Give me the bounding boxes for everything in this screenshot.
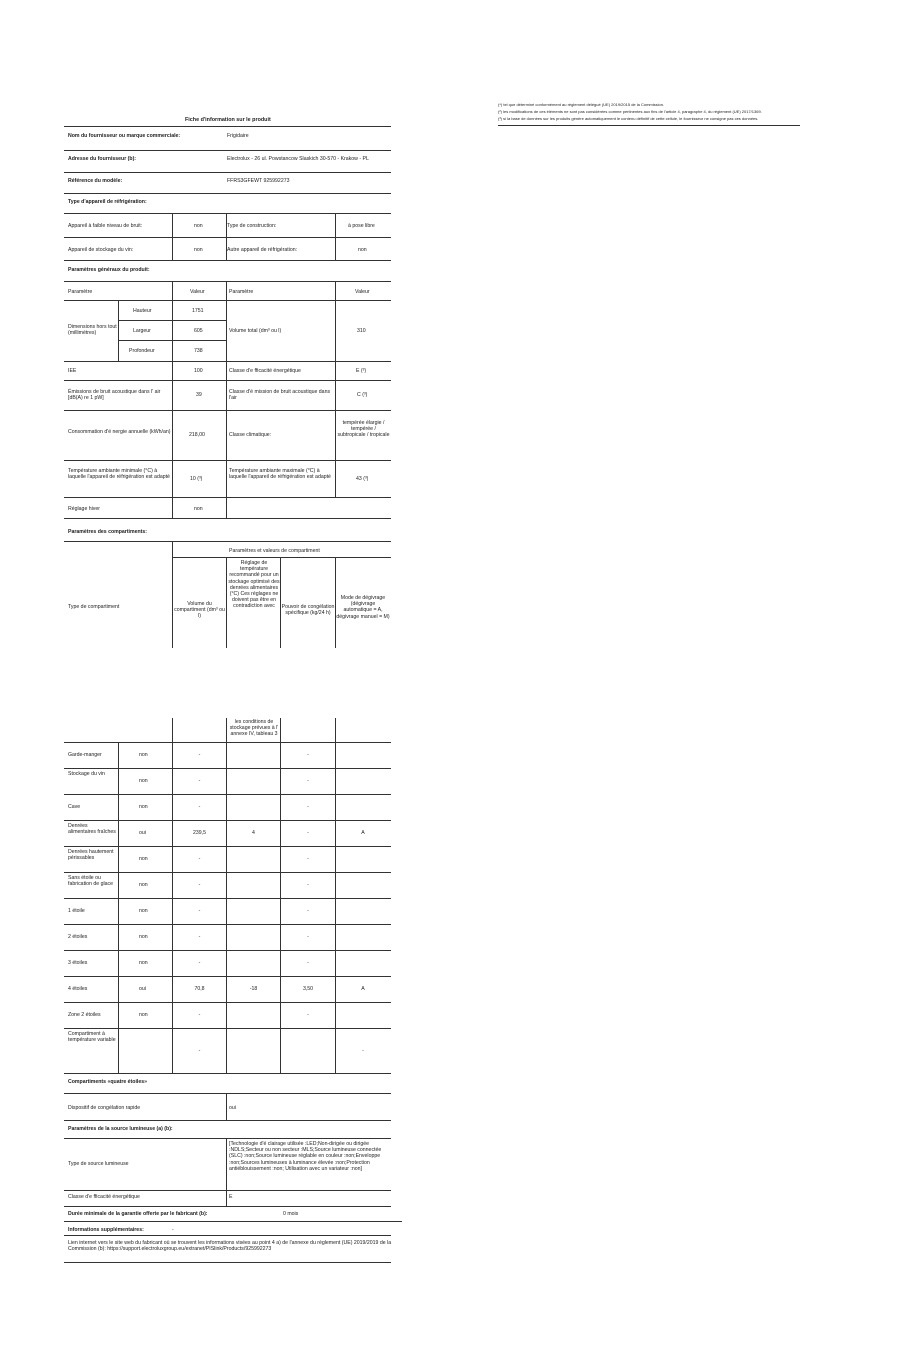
low-noise-label: Appareil à faible niveau de bruit: xyxy=(68,223,143,229)
light-heading: Paramètres de la source lumineuse (a) (b): xyxy=(68,1126,173,1132)
rule xyxy=(64,1221,402,1222)
noise-class-label: Classe d'é mission de bruit acoustique dans l'air xyxy=(229,389,331,402)
construction-value: à pose libre xyxy=(348,223,375,229)
rule xyxy=(64,213,391,214)
rule xyxy=(118,742,119,1073)
quick-freeze-label: Dispositif de congélation rapide xyxy=(68,1105,141,1111)
supplier-value: Frigidaire xyxy=(227,133,249,139)
width-label: Largeur xyxy=(133,328,151,334)
compartment-present: non xyxy=(139,960,148,966)
tmax-value: 43 (³) xyxy=(356,476,369,482)
rule xyxy=(64,1235,391,1236)
height-label: Hauteur xyxy=(133,308,152,314)
quick-freeze-value: oui xyxy=(229,1105,236,1111)
rule xyxy=(64,237,391,238)
general-header-value: Valeur xyxy=(190,289,205,295)
compartment-volume: - xyxy=(198,1012,201,1018)
address-value: Electrolux - 26 ul. Powstancow Slaskich 30-570 - Krakow - PL xyxy=(227,156,369,162)
iee-label: IEE xyxy=(68,368,77,374)
compartment-freeze: - xyxy=(307,1012,309,1018)
compartment-freeze: - xyxy=(307,856,309,862)
rule xyxy=(64,1262,391,1263)
rule xyxy=(118,300,119,361)
compartment-volume: - xyxy=(198,1047,201,1054)
row-rule xyxy=(64,794,391,795)
winter-label: Réglage hiver xyxy=(68,506,101,512)
footnote-2: (²) les modifications de ces éléments ne sont pas considérées comme pertinentes aux fins de l'article 4, paragraphe 4, du règlement (UE) 2017/1369. xyxy=(498,109,762,114)
noise-class-value: C (³) xyxy=(357,392,368,398)
compartment-name: 2 étoiles xyxy=(68,934,88,940)
compartment-name: Denrées hautement périssables xyxy=(68,849,114,862)
rule xyxy=(172,718,173,1073)
light-type-value: [Technologie d'é clairage utilisée :LED;Non-dirigée ou dirigée :NDLS;Secteur ou non secteur :MLS;Source lumineuse connectée (SLC) :non;Source lumineuse réglable en couleur :non;Enveloppe :non;Sources lumineuses à luminance élevée :non;Protection antiéblouissement :non; Utilisation avec un variateur :non] xyxy=(229,1141,382,1172)
supplier-label: Nom du fournisseur ou marque commerciale: xyxy=(68,133,181,139)
compartment-name: Cave xyxy=(68,804,81,810)
compartment-present: non xyxy=(139,804,148,810)
compartment-freeze: - xyxy=(307,752,309,758)
compartment-present: non xyxy=(139,908,148,914)
compartment-freeze: - xyxy=(307,882,309,888)
compartment-freeze: - xyxy=(307,934,309,940)
compartment-freeze: - xyxy=(307,778,309,784)
iee-value: 100 xyxy=(194,368,203,374)
rule xyxy=(64,300,391,301)
noise-label: Émissions de bruit acoustique dans l' air [dB(A) re 1 pW] xyxy=(68,389,161,402)
compartment-freeze: - xyxy=(307,804,309,810)
compart-header-volume: Volume du compartiment (dm³ ou l) xyxy=(174,601,225,620)
rule xyxy=(64,361,391,362)
compartment-name: Stockage du vin xyxy=(68,771,105,777)
compartment-present: non xyxy=(139,856,148,862)
consumption-value: 218,00 xyxy=(189,432,205,438)
rule xyxy=(64,1093,391,1094)
rule xyxy=(64,1190,391,1191)
rule xyxy=(226,718,227,1073)
dims-label: Dimensions hors tout (millimètres) xyxy=(68,324,117,337)
general-header-param: Paramètre xyxy=(68,289,93,295)
manufacturer-link[interactable]: Lien internet vers le site web du fabricant où se trouvent les informations visées au point 4 a) de l'annexe du règlement (UE) 2019/2019 de la Commission (b): https://support.electroluxgroup.eu/extranet/PISlink/Products/925992273 xyxy=(68,1240,392,1253)
info-value: - xyxy=(172,1227,174,1233)
title-rule xyxy=(64,126,391,127)
rule xyxy=(64,1120,391,1121)
compartment-present: oui xyxy=(139,986,146,992)
rule xyxy=(64,193,391,194)
model-value: FFRS3GFEWT 925992273 xyxy=(227,178,290,184)
winter-value: non xyxy=(194,506,203,512)
rule xyxy=(64,172,391,173)
compartment-volume: - xyxy=(198,856,201,862)
consumption-label: Consommation d'é nergie annuelle (kWh/an) xyxy=(68,429,171,435)
compartment-volume: - xyxy=(198,804,201,810)
rule xyxy=(64,541,391,542)
rule xyxy=(335,718,336,1073)
rule xyxy=(172,213,173,260)
compartment-present: non xyxy=(139,882,148,888)
compart-header-type: Type de compartiment xyxy=(68,604,120,610)
compartment-temp: -18 xyxy=(249,986,258,992)
width-value: 605 xyxy=(194,328,203,334)
climate-label: Classe climatique: xyxy=(229,432,272,438)
warranty-label: Durée minimale de la garantie offerte par le fabricant (b): xyxy=(68,1211,208,1217)
rule xyxy=(226,1138,227,1206)
rule xyxy=(335,281,336,497)
compartment-name: 1 étoile xyxy=(68,908,85,914)
row-rule xyxy=(64,872,391,873)
compartment-present: non xyxy=(139,934,148,940)
page-title: Fiche d'information sur le produit xyxy=(185,117,271,123)
compartment-present: non xyxy=(139,752,148,758)
address-label: Adresse du fournisseur (b): xyxy=(68,156,137,162)
compartment-defrost: A xyxy=(361,830,365,836)
wine-value: non xyxy=(194,247,203,253)
rule xyxy=(280,718,281,1073)
rule xyxy=(64,1073,391,1074)
rule xyxy=(226,1093,227,1120)
compartment-name: Zone 2 étoiles xyxy=(68,1012,101,1018)
rule xyxy=(64,150,391,151)
low-noise-value: non xyxy=(194,223,203,229)
other-appliance-label: Autre appareil de réfrigération: xyxy=(227,247,298,253)
model-label: Référence du modèle: xyxy=(68,178,123,184)
compartment-defrost: A xyxy=(361,986,365,992)
rule xyxy=(64,1138,391,1139)
rule xyxy=(226,213,227,260)
volume-value: 310 xyxy=(357,328,366,334)
compartment-freeze: - xyxy=(307,830,309,836)
general-header-param2: Paramètre xyxy=(229,289,254,295)
rule xyxy=(64,1206,391,1207)
row-rule xyxy=(64,924,391,925)
height-value: 1751 xyxy=(192,308,204,314)
row-rule xyxy=(64,768,391,769)
rule xyxy=(172,281,173,518)
rule xyxy=(335,213,336,260)
compartment-present: non xyxy=(139,1012,148,1018)
row-rule xyxy=(64,820,391,821)
compartment-name: 4 étoiles xyxy=(68,986,88,992)
light-type-label: Type de source lumineuse xyxy=(68,1161,129,1167)
depth-value: 738 xyxy=(194,348,203,354)
warranty-value: 0 mois xyxy=(283,1211,299,1217)
compartment-volume: - xyxy=(198,960,201,966)
general-header-value2: Valeur xyxy=(355,289,370,295)
tmax-label: Température ambiante maximale (°C) à laquelle l'appareil de réfrigération est adapté xyxy=(229,468,331,481)
general-section-heading: Paramètres généraux du produit: xyxy=(68,267,150,273)
rule xyxy=(226,281,227,518)
rule xyxy=(64,460,391,461)
compartment-volume: 70,8 xyxy=(194,986,205,992)
rule xyxy=(172,557,391,558)
rule xyxy=(64,518,391,519)
rule xyxy=(64,260,391,261)
other-appliance-value: non xyxy=(358,247,367,253)
eclass-value: E (³) xyxy=(356,368,367,374)
compart-section-heading: Paramètres des compartiments: xyxy=(68,529,147,535)
compartment-defrost: - xyxy=(362,1047,364,1054)
footnote-3: (³) si la base de données sur les produits génère automatiquement le contenu définitif de cette cellule, le fournisseur ne consigne pas ces données. xyxy=(498,116,759,121)
row-rule xyxy=(64,1028,391,1029)
compartment-volume: - xyxy=(198,752,201,758)
row-rule xyxy=(64,898,391,899)
row-rule xyxy=(64,950,391,951)
light-class-label: Classe d'e fficacité énergétique xyxy=(68,1194,140,1200)
footnote-rule xyxy=(498,125,800,126)
rule xyxy=(335,557,336,648)
noise-value: 39 xyxy=(196,392,202,398)
rule xyxy=(64,281,391,282)
footnote-1: (*) tel que déterminé conformément au règlement délégué (UE) 2019/2015 de la Commission. xyxy=(498,102,665,107)
row-rule xyxy=(64,976,391,977)
compartment-volume: - xyxy=(198,934,201,940)
wine-label: Appareil de stockage du vin: xyxy=(68,247,134,253)
compartment-volume: - xyxy=(198,882,201,888)
compartment-name: Denrées alimentaires fraîches xyxy=(68,823,116,836)
rule xyxy=(280,557,281,648)
construction-label: Type de construction: xyxy=(227,223,277,229)
rule xyxy=(64,410,391,411)
compart-header-temp: Réglage de température recommandé pour un stockage optimisé des denrées alimentaires (°C) Ces réglages ne doivent pas être en contradiction avec xyxy=(228,560,280,610)
compartment-freeze: - xyxy=(307,960,309,966)
compartment-volume: 239,5 xyxy=(193,830,206,836)
rule xyxy=(64,742,391,743)
compart-header-group: Paramètres et valeurs de compartiment xyxy=(229,548,320,554)
compartment-name: Compartiment à température variable xyxy=(68,1031,116,1044)
tmin-value: 10 (³) xyxy=(190,476,203,482)
compartment-volume: - xyxy=(198,778,201,784)
volume-label: Volume total (dm³ ou l) xyxy=(229,328,282,334)
row-rule xyxy=(64,1002,391,1003)
rule xyxy=(226,557,227,648)
compartment-name: Sans étoile ou fabrication de glace xyxy=(68,875,113,888)
four-star-heading: Compartiments «quatre étoiles» xyxy=(68,1079,147,1085)
rule xyxy=(64,380,391,381)
compartment-volume: - xyxy=(198,908,201,914)
compartment-present: oui xyxy=(139,830,146,836)
climate-value: tempérée élargie / tempérée / subtropicale / tropicale xyxy=(337,420,390,439)
light-class-value: E xyxy=(229,1194,233,1200)
compartment-present: non xyxy=(139,778,148,784)
rule xyxy=(172,541,173,648)
eclass-label: Classe d'e fficacité énergétique xyxy=(229,368,301,374)
compartment-name: Garde-manger xyxy=(68,752,102,758)
compart-header-defrost: Mode de dégivrage (dégivrage automatique = A, dégivrage manuel = M) xyxy=(336,595,390,620)
info-label: Informations supplémentaires: xyxy=(68,1227,144,1233)
depth-label: Profondeur xyxy=(129,348,155,354)
row-rule xyxy=(64,846,391,847)
rule xyxy=(64,497,391,498)
compartment-freeze: - xyxy=(307,908,309,914)
compartment-temp: 4 xyxy=(252,830,255,836)
compart-header-temp-cont: les conditions de stockage prévues à l' annexe IV, tableau 3 xyxy=(229,719,279,738)
compartment-freeze: 3,50 xyxy=(302,986,314,992)
type-section-heading: Type d'appareil de réfrigération: xyxy=(68,199,147,205)
tmin-label: Température ambiante minimale (°C) à laquelle l'appareil de réfrigération est adapté xyxy=(68,468,170,481)
compartment-name: 3 étoiles xyxy=(68,960,88,966)
compart-header-freeze: Pouvoir de congélation spécifique (kg/24 h) xyxy=(281,604,335,617)
